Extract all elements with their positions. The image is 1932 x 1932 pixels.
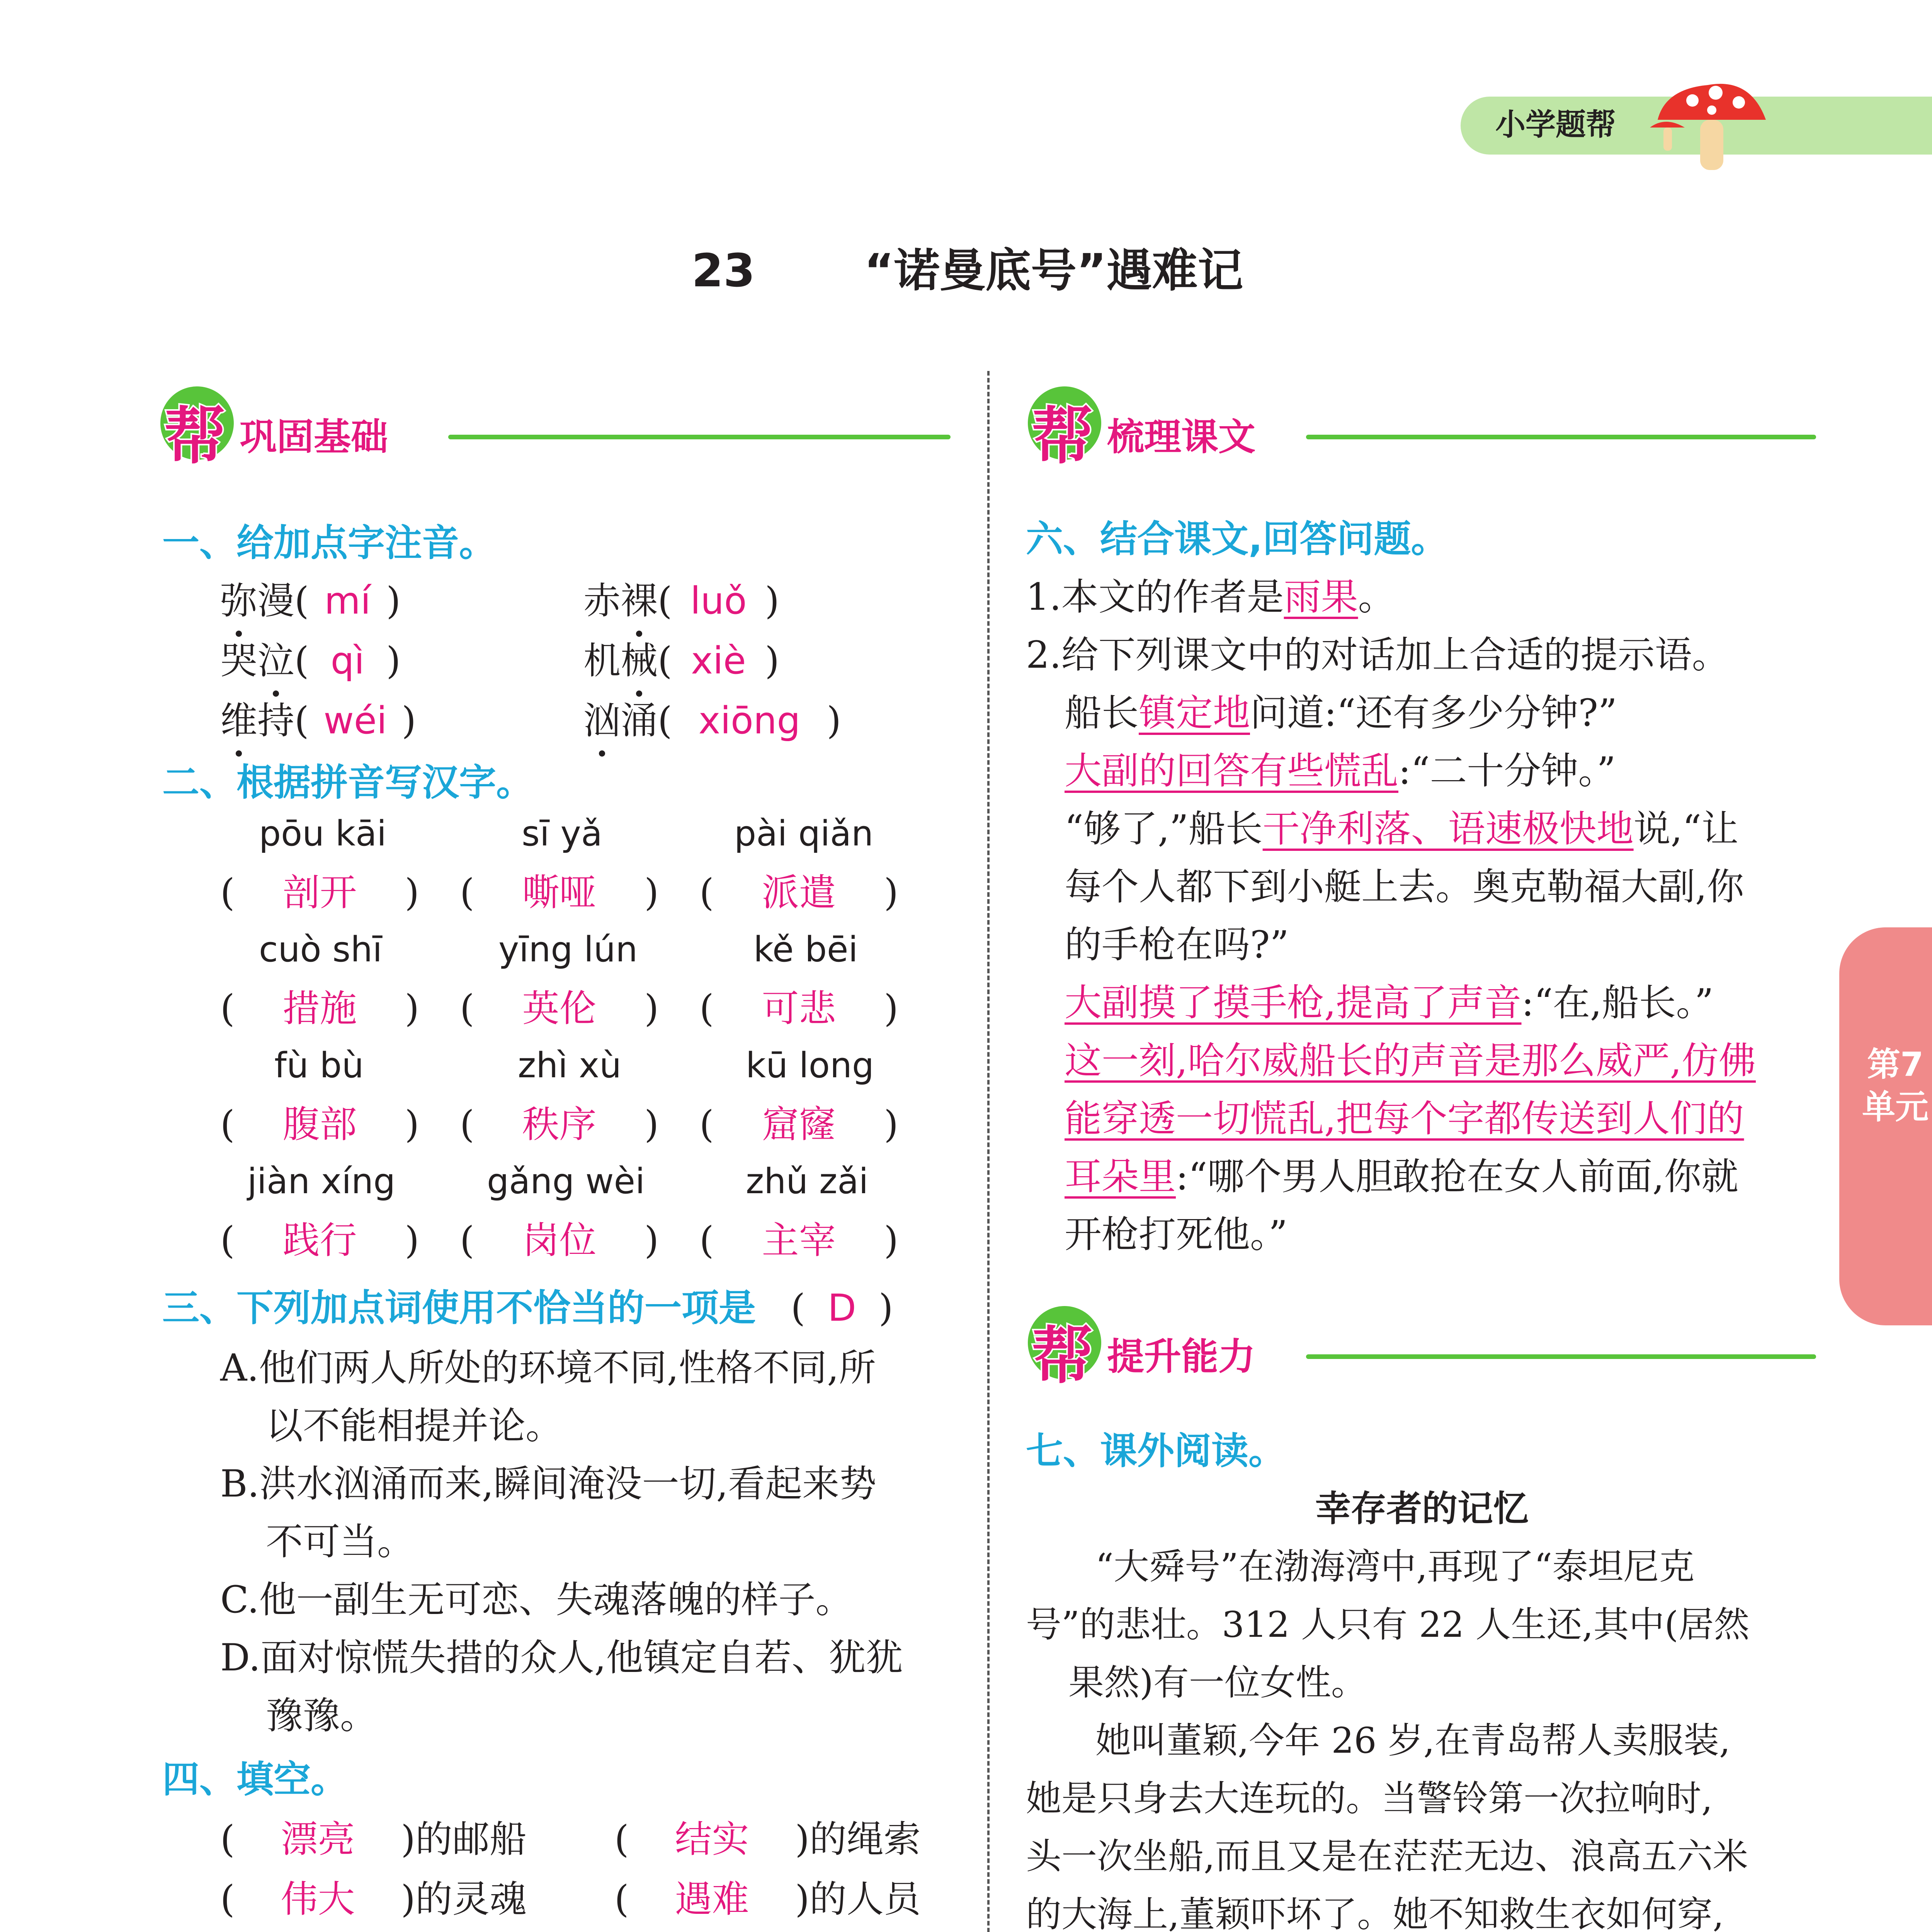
q1-row2b: 机械( xiè ) xyxy=(583,632,779,690)
option-text: 面对惊慌失措的众人,他镇定自若、犹犹 xyxy=(260,1636,903,1679)
article-line: 头一次坐船,而且又是在茫茫无边、浪高五六米 xyxy=(1026,1836,1748,1877)
answer-box: ( 英伦 ) xyxy=(460,980,659,1037)
q2-answer: 派遣 xyxy=(762,871,836,914)
article-line: 她叫董颖,今年 26 岁,在青岛帮人卖服装, xyxy=(1095,1720,1731,1761)
option-label: B. xyxy=(220,1462,260,1505)
pinyin-label: zhǔ zǎi xyxy=(746,1161,869,1202)
dialogue-text: 说,“让 xyxy=(1633,807,1739,850)
q1-word: 哭泣 xyxy=(220,639,294,682)
unit-tab-line2: 单元 xyxy=(1862,1088,1929,1126)
q1-word: 汹涌 xyxy=(583,699,658,742)
article-line: 果然)有一位女性。 xyxy=(1068,1662,1367,1703)
q1-word: 弥漫 xyxy=(220,579,294,622)
q1-row3: 维持( wéi ) xyxy=(220,692,416,750)
pinyin-label: yīng lún xyxy=(498,929,638,970)
brand-label: 小学题帮 xyxy=(1495,107,1616,142)
q1-answer: wéi xyxy=(323,699,387,742)
q6-item1-prefix: 1.本文的作者是 xyxy=(1026,575,1284,619)
q2-answer: 措施 xyxy=(282,987,357,1030)
q1-heading: 一、给加点字注音。 xyxy=(162,521,496,565)
option-label: A. xyxy=(220,1346,259,1389)
q1-answer: mí xyxy=(324,579,371,622)
answer-box: ( 秩序 ) xyxy=(460,1095,659,1153)
answer-box: ( 剖开 ) xyxy=(220,864,419,922)
dialogue-answer: 大副摸了摸手枪,提高了声音 xyxy=(1065,981,1522,1024)
q3-heading-row: 三、下列加点词使用不恰当的一项是 ( D ) xyxy=(162,1279,893,1337)
mushroom-icon xyxy=(1638,70,1785,178)
fill-item: ( 漂亮 )的邮船 xyxy=(220,1810,527,1868)
fill-item xyxy=(614,1930,921,1932)
dialogue-text: 的手枪在吗?” xyxy=(1065,923,1289,966)
q6-heading: 六、结合课文,回答问题。 xyxy=(1026,517,1448,561)
article-line: 的大海上,董颖吓坏了。她不知救生衣如何穿, xyxy=(1026,1894,1724,1932)
q1-answer: xiè xyxy=(691,639,746,682)
option-label: D. xyxy=(220,1636,261,1679)
dialogue-text: :“二十分钟。” xyxy=(1398,749,1616,793)
article-line: 她是只身去大连玩的。当警铃第一次拉响时, xyxy=(1026,1778,1713,1819)
q2-answer: 主宰 xyxy=(762,1219,836,1262)
q1-row1: 弥漫( mí ) xyxy=(220,572,401,630)
fill-item: ( 结实 )的绳索 xyxy=(614,1810,921,1868)
dialogue-text: :“哪个男人胆敢抢在女人前面,你就 xyxy=(1176,1155,1738,1198)
banner-left-line xyxy=(448,435,951,439)
q2-answer: 践行 xyxy=(282,1219,357,1262)
option-text: 他一副生无可恋、失魂落魄的样子。 xyxy=(259,1578,853,1621)
dialogue-text: :“在,船长。” xyxy=(1521,981,1714,1024)
q3-answer: D xyxy=(828,1286,856,1330)
fill-answer xyxy=(235,1930,401,1932)
q1-answer: qì xyxy=(330,639,365,682)
pinyin-label: cuò shī xyxy=(259,929,383,970)
option-label: C. xyxy=(220,1578,259,1621)
answer-box: ( 岗位 ) xyxy=(460,1211,659,1269)
q6-body xyxy=(1026,568,1818,1264)
q4-heading: 四、填空。 xyxy=(162,1758,348,1801)
page-title xyxy=(692,240,1243,301)
q6-item2: 2.给下列课文中的对话加上合适的提示语。 xyxy=(1026,633,1729,677)
q2-answer: 英伦 xyxy=(522,987,597,1030)
answer-box: ( 腹部 ) xyxy=(220,1095,419,1153)
fill-answer: 结实 xyxy=(675,1818,749,1861)
q2-heading: 二、根据拼音写汉字。 xyxy=(162,761,533,804)
lesson-number: 23 xyxy=(692,244,755,297)
pinyin-label: pōu kāi xyxy=(259,813,387,854)
pinyin-label: kě bēi xyxy=(753,929,858,970)
q2-answer: 可悲 xyxy=(762,987,836,1030)
fill-answer: 伟大 xyxy=(281,1878,355,1921)
fill-answer xyxy=(629,1930,795,1932)
pinyin-label: kū long xyxy=(746,1045,874,1086)
banner-left-title: 巩固基础 xyxy=(240,415,388,459)
dialogue-answer: 这一刻,哈尔威船长的声音是那么威严,仿佛 xyxy=(1065,1039,1756,1082)
q3-options xyxy=(220,1339,954,1745)
dialogue-answer: 干净利落、语速极快地 xyxy=(1262,807,1634,850)
pinyin-label: sī yǎ xyxy=(522,813,602,854)
q2-answer: 窟窿 xyxy=(762,1103,836,1146)
q2-answer: 剖开 xyxy=(282,871,357,914)
fill-suffix: )的邮船 xyxy=(401,1818,527,1861)
answer-box: ( 派遣 ) xyxy=(699,864,898,922)
q1-word: 维持 xyxy=(220,699,294,742)
q2-answer: 岗位 xyxy=(522,1219,597,1262)
q1-row2: 哭泣( qì ) xyxy=(220,632,401,690)
q3-heading: 三、下列加点词使用不恰当的一项是 xyxy=(162,1286,756,1330)
pinyin-label: jiàn xíng xyxy=(247,1161,396,1202)
q1-answer: xiōng xyxy=(698,699,801,742)
banner-left-char: 帮 xyxy=(164,400,226,472)
fill-item xyxy=(220,1930,527,1932)
article-line: “大舜号”在渤海湾中,再现了“泰坦尼克 xyxy=(1095,1546,1695,1587)
fill-suffix: )的绳索 xyxy=(795,1818,921,1861)
option-text: 洪水汹涌而来,瞬间淹没一切,看起来势 xyxy=(259,1462,877,1505)
q6-item1-answer: 雨果 xyxy=(1284,575,1358,619)
answer-box: ( 践行 ) xyxy=(220,1211,419,1269)
q6-item1-suffix: 。 xyxy=(1358,575,1395,619)
article-line: 号”的悲壮。312 人只有 22 人生还,其中(居然 xyxy=(1026,1604,1750,1645)
banner-right2-line xyxy=(1306,1354,1816,1359)
q1-row1b: 赤裸( luǒ ) xyxy=(583,572,779,630)
dialogue-text: 问道:“还有多少分钟?” xyxy=(1250,691,1617,735)
answer-box: ( 措施 ) xyxy=(220,980,419,1037)
banner-right2-char: 帮 xyxy=(1032,1320,1094,1392)
answer-box: ( 嘶哑 ) xyxy=(460,864,659,922)
dialogue-text: 开枪打死他。” xyxy=(1065,1213,1288,1256)
dialogue-text: “够了,”船长 xyxy=(1065,807,1263,850)
fill-suffix: )的灵魂 xyxy=(401,1878,527,1921)
article-body xyxy=(1026,1538,1822,1932)
answer-box: ( 可悲 ) xyxy=(699,980,898,1037)
option-text: 他们两人所处的环境不同,性格不同,所 xyxy=(259,1346,876,1389)
option-text: 以不能相提并论。 xyxy=(266,1404,563,1447)
option-text: 豫豫。 xyxy=(266,1694,377,1737)
q2-answer: 腹部 xyxy=(282,1103,357,1146)
banner-right-char: 帮 xyxy=(1032,400,1094,472)
fill-answer: 漂亮 xyxy=(281,1818,355,1861)
lesson-title: “诺曼底号”遇难记 xyxy=(864,244,1243,297)
answer-box: ( 主宰 ) xyxy=(699,1211,898,1269)
dialogue-answer: 能穿透一切慌乱,把每个字都传送到人们的 xyxy=(1065,1097,1744,1140)
fill-item: ( 遇难 )的人员 xyxy=(614,1870,921,1928)
article-title: 幸存者的记忆 xyxy=(1315,1488,1529,1529)
banner-right2-title: 提升能力 xyxy=(1107,1335,1255,1378)
unit-tab-line1: 第7 xyxy=(1867,1045,1923,1084)
q1-answer: luǒ xyxy=(690,579,747,622)
fill-item: ( 伟大 )的灵魂 xyxy=(220,1870,527,1928)
q2-answer: 嘶哑 xyxy=(522,871,597,914)
pinyin-label: pài qiǎn xyxy=(734,813,874,854)
fill-answer: 遇难 xyxy=(675,1878,749,1921)
dialogue-answer: 耳朵里 xyxy=(1065,1155,1176,1198)
banner-right-title: 梳理课文 xyxy=(1107,415,1255,459)
dialogue-answer: 大副的回答有些慌乱 xyxy=(1065,749,1398,793)
answer-box: ( 窟窿 ) xyxy=(699,1095,898,1153)
q1-row3b: 汹涌( xiōng ) xyxy=(583,692,841,750)
column-divider xyxy=(987,371,990,1932)
dialogue-answer: 镇定地 xyxy=(1139,691,1250,735)
option-text: 不可当。 xyxy=(266,1520,414,1563)
q1-word: 赤裸 xyxy=(583,579,658,622)
q2-answer: 秩序 xyxy=(522,1103,597,1146)
q1-word: 机械 xyxy=(583,639,658,682)
dialogue-text: 每个人都下到小艇上去。奥克勒福大副,你 xyxy=(1065,865,1744,908)
banner-right-line xyxy=(1306,435,1816,439)
dialogue-text: 船长 xyxy=(1065,691,1139,735)
pinyin-label: zhì xù xyxy=(518,1045,622,1086)
fill-suffix: )的人员 xyxy=(795,1878,921,1921)
q7-heading: 七、课外阅读。 xyxy=(1026,1429,1286,1473)
pinyin-label: fù bù xyxy=(274,1045,364,1086)
pinyin-label: gǎng wèi xyxy=(487,1161,645,1202)
